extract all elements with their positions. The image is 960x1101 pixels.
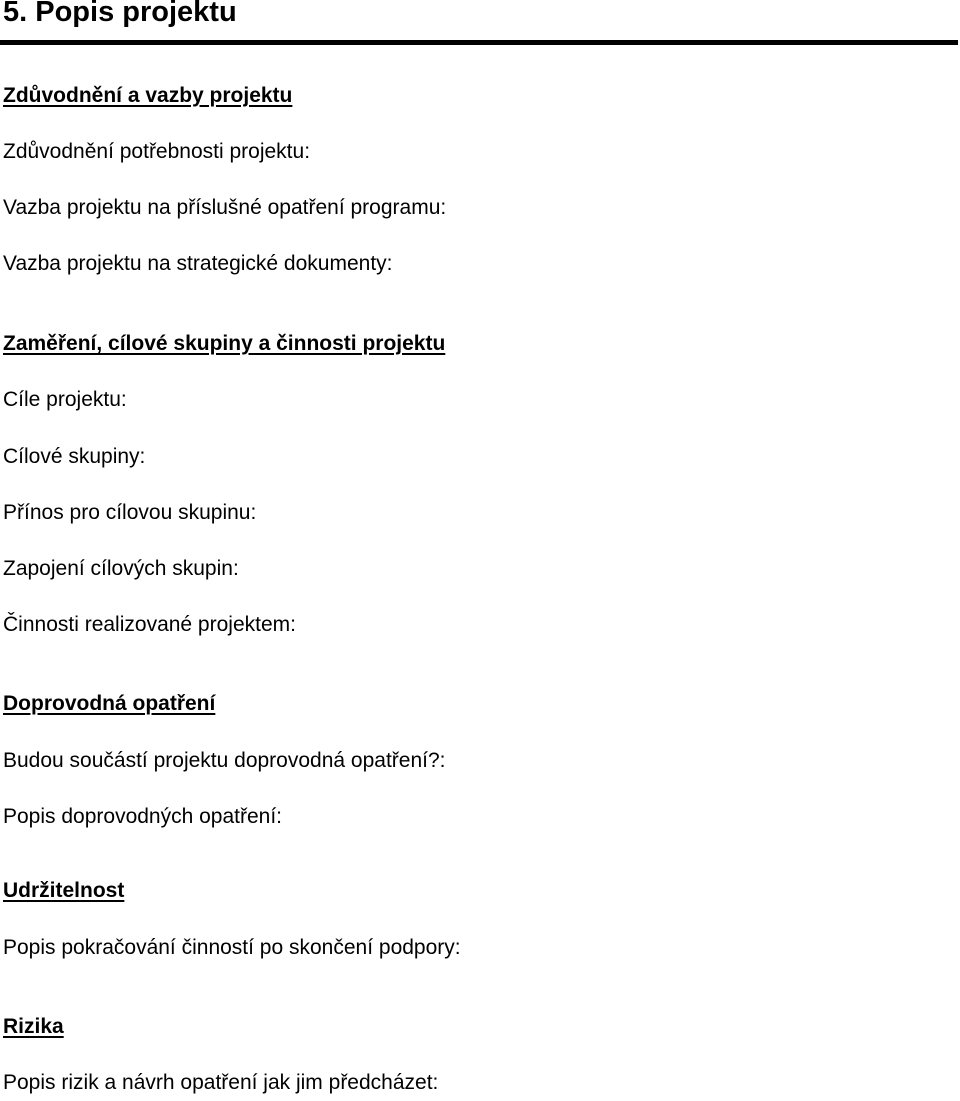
field-label-continuation: Popis pokračování činností po skončení podpory: — [3, 936, 461, 959]
section-heading-justification: Zdůvodnění a vazby projektu — [3, 84, 293, 107]
field-label-accompanying-description: Popis doprovodných opatření: — [3, 805, 283, 828]
field-label-strategy-link: Vazba projektu na strategické dokumenty: — [3, 252, 393, 275]
field-label-accompanying-yes-no: Budou součástí projektu doprovodná opatření?: — [3, 749, 446, 772]
section-heading-risks: Rizika — [3, 1015, 64, 1038]
field-label-goals: Cíle projektu: — [3, 388, 127, 411]
section-heading-accompanying: Doprovodná opatření — [3, 692, 216, 715]
field-label-program-link: Vazba projektu na příslušné opatření programu: — [3, 196, 447, 219]
field-label-target-groups: Cílové skupiny: — [3, 445, 146, 468]
title-rule — [0, 40, 958, 45]
field-label-risks: Popis rizik a návrh opatření jak jim předcházet: — [3, 1071, 439, 1094]
section-heading-sustainability: Udržitelnost — [3, 879, 125, 902]
field-label-need: Zdůvodnění potřebnosti projektu: — [3, 140, 311, 163]
section-heading-focus: Zaměření, cílové skupiny a činnosti projektu — [3, 332, 446, 355]
field-label-benefit: Přínos pro cílovou skupinu: — [3, 501, 257, 524]
field-label-involvement: Zapojení cílových skupin: — [3, 557, 239, 580]
section-title: 5. Popis projektu — [3, 0, 237, 28]
field-label-activities: Činnosti realizované projektem: — [3, 613, 296, 636]
